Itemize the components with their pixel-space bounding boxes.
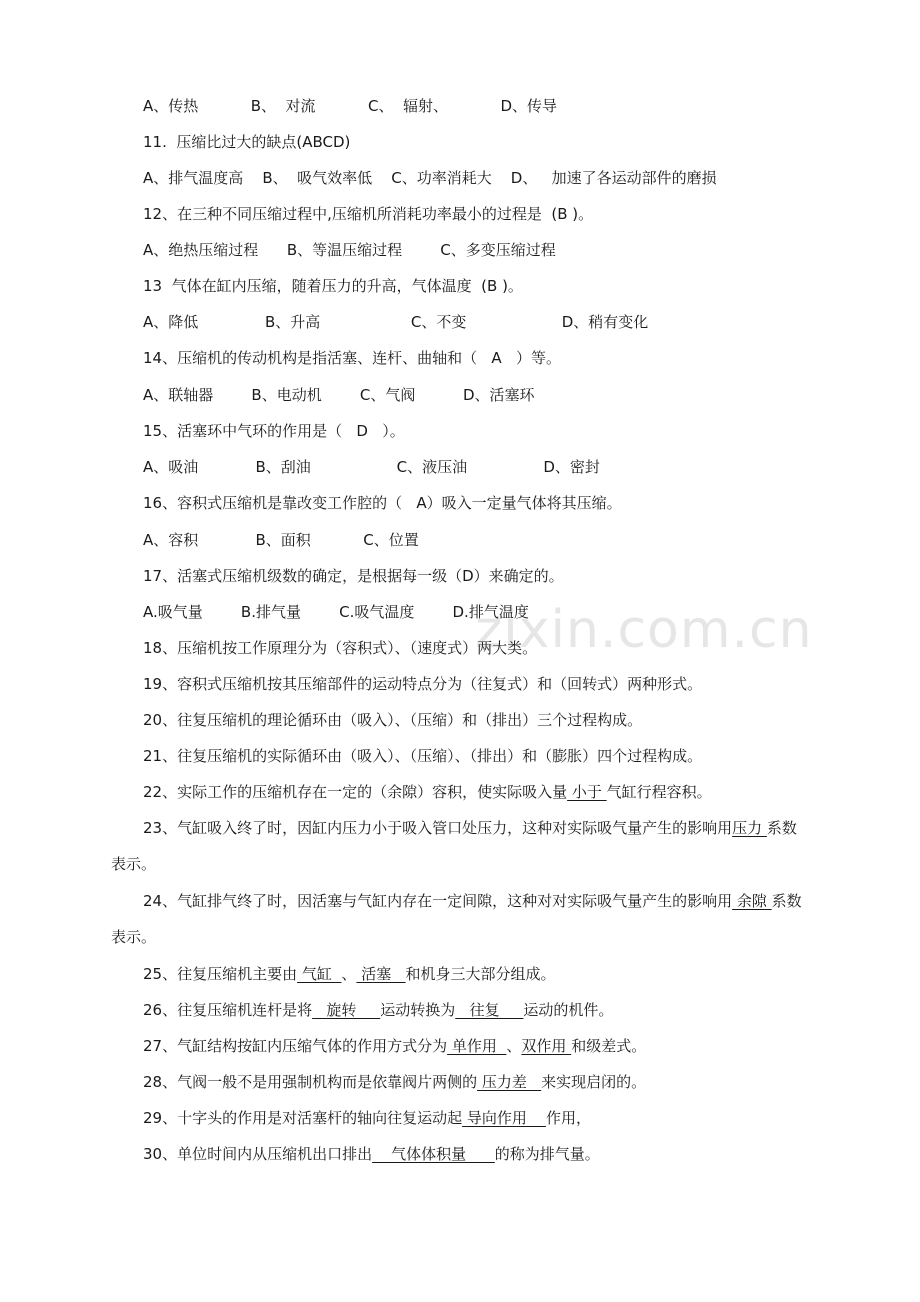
q23-text-pre: 23、气缸吸入终了时，因缸内压力小于吸入管口处压力，这种对实际吸气量产生的影响用 [143, 819, 733, 837]
q26-text-mid: 运动转换为 [380, 1001, 456, 1019]
q24-answer-blank: 余隙 [732, 892, 772, 910]
q30-answer-blank: 气体体积量 [372, 1145, 495, 1163]
q25-answer-blank-1: 气缸 [297, 965, 342, 983]
q22-answer-blank: 小于 [567, 783, 607, 801]
q26-text-pre: 26、往复压缩机连杆是将 [143, 1001, 313, 1019]
options-line-10: A、传热 B、 对流 C、 辐射、 D、传导 [143, 97, 557, 115]
q24-text-post: 系数表示。 [111, 892, 802, 946]
question-25 [143, 963, 556, 985]
q25-text-mid: 、 [341, 965, 357, 983]
options-line-17: A.吸气量 B.排气量 C.吸气温度 D.排气温度 [143, 603, 529, 621]
question-16: 16、容积式压缩机是靠改变工作腔的（ A）吸入一定量气体将其压缩。 [143, 494, 622, 512]
q22-text-post: 气缸行程容积。 [606, 783, 712, 801]
q29-text-post: 作用， [545, 1109, 591, 1127]
q27-answer-blank-2: 双作用 [521, 1037, 572, 1055]
question-30 [143, 1143, 600, 1165]
question-15: 15、活塞环中气环的作用是（ D ）。 [143, 422, 405, 440]
q27-text-mid: 、 [506, 1037, 522, 1055]
options-line-11: A、排气温度高 B、 吸气效率低 C、功率消耗大 D、 加速了各运动部件的磨损 [143, 169, 717, 187]
q28-text-post: 来实现启闭的。 [541, 1073, 647, 1091]
options-line-15: A、吸油 B、刮油 C、液压油 D、密封 [143, 458, 600, 476]
q27-text-post: 和级差式。 [571, 1037, 647, 1055]
question-24 [111, 883, 811, 955]
q29-text-pre: 29、十字头的作用是对活塞杆的轴向往复运动起 [143, 1109, 463, 1127]
q25-text-post: 和机身三大部分组成。 [405, 965, 556, 983]
q26-answer-blank-1: 旋转 [312, 1001, 381, 1019]
q22-text-pre: 22、实际工作的压缩机存在一定的（余隙）容积，使实际吸入量 [143, 783, 568, 801]
q24-text-pre: 24、气缸排气终了时，因活塞与气缸内存在一定间隙，这种对对实际吸气量产生的影响用 [143, 892, 733, 910]
q27-answer-blank-1: 单作用 [447, 1037, 507, 1055]
q28-text-pre: 28、气阀一般不是用强制机构而是依靠阀片两侧的 [143, 1073, 478, 1091]
options-line-13: A、降低 B、升高 C、不变 D、稍有变化 [143, 313, 649, 331]
q23-text-post: 系数表示。 [111, 819, 797, 873]
question-28 [143, 1071, 646, 1093]
question-27 [143, 1035, 646, 1057]
question-18: 18、压缩机按工作原理分为（容积式）、（速度式）两大类。 [143, 639, 538, 657]
q26-text-post: 运动的机件。 [523, 1001, 614, 1019]
question-23 [111, 810, 811, 882]
q30-text-post: 的称为排气量。 [494, 1145, 600, 1163]
options-line-16: A、容积 B、面积 C、位置 [143, 531, 419, 549]
q30-text-pre: 30、单位时间内从压缩机出口排出 [143, 1145, 373, 1163]
question-12: 12、在三种不同压缩过程中,压缩机所消耗功率最小的过程是 (B )。 [143, 205, 594, 223]
q25-text-pre: 25、往复压缩机主要由 [143, 965, 298, 983]
q25-answer-blank-2: 活塞 [356, 965, 406, 983]
question-14: 14、压缩机的传动机构是指活塞、连杆、曲轴和（ A ）等。 [143, 349, 561, 367]
question-21: 21、往复压缩机的实际循环由（吸入）、（压缩）、（排出）和（膨胀）四个过程构成。 [143, 747, 703, 765]
q28-answer-blank: 压力差 [477, 1073, 542, 1091]
question-19: 19、容积式压缩机按其压缩部件的运动特点分为（往复式）和（回转式）两种形式。 [143, 675, 703, 693]
q23-answer-blank: 压力 [732, 819, 767, 837]
options-line-14: A、联轴器 B、电动机 C、气阀 D、活塞环 [143, 386, 535, 404]
options-line-12: A、绝热压缩过程 B、等温压缩过程 C、多变压缩过程 [143, 241, 556, 259]
question-26 [143, 999, 613, 1021]
q26-answer-blank-2: 往复 [455, 1001, 524, 1019]
question-20: 20、往复压缩机的理论循环由（吸入）、（压缩）和（排出）三个过程构成。 [143, 711, 643, 729]
watermark: zixin.com.cn [475, 600, 813, 660]
question-13: 13 气体在缸内压缩，随着压力的升高，气体温度 (B )。 [143, 277, 523, 295]
question-22 [143, 781, 712, 803]
question-17: 17、活塞式压缩机级数的确定，是根据每一级（D）来确定的。 [143, 567, 564, 585]
question-29 [143, 1107, 591, 1129]
q29-answer-blank: 导向作用 [462, 1109, 546, 1127]
question-11: 11. 压缩比过大的缺点(ABCD) [143, 133, 351, 151]
q27-text-pre: 27、气缸结构按缸内压缩气体的作用方式分为 [143, 1037, 448, 1055]
